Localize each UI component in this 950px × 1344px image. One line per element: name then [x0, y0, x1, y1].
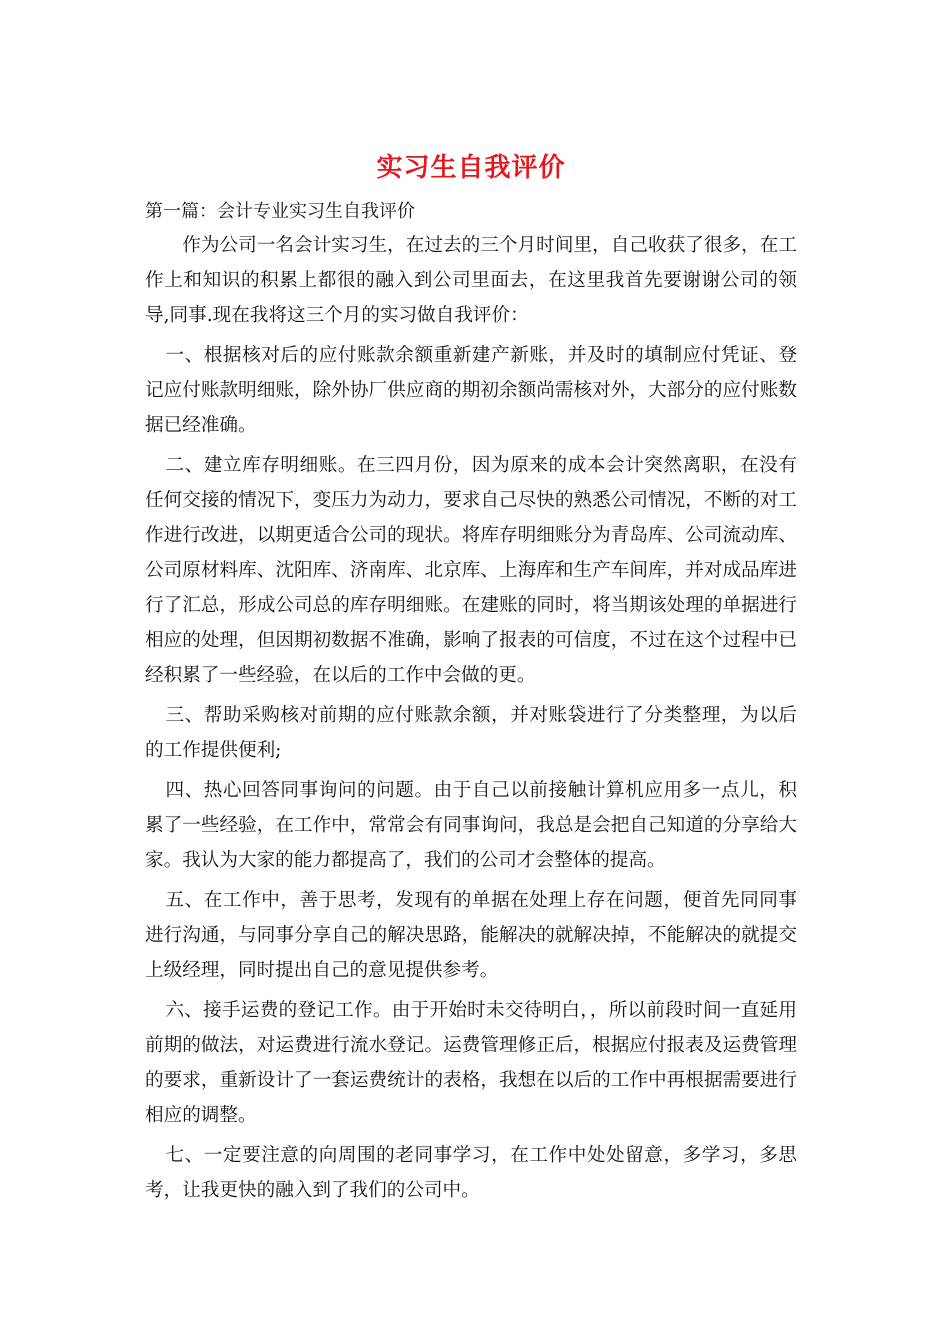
- section-heading: 第一篇：会计专业实习生自我评价: [145, 201, 415, 222]
- paragraph-item-6: 六、接手运费的登记工作。由于开始时未交待明白，，所以前段时间一直延用前期的做法，对运费进行流水登记。运费管理修正后，根据应付报表及运费管理的要求，重新设计了一套运费统计的表格，我想在以后的工作中再根据需要进行相应的调整。: [145, 1000, 797, 1126]
- paragraph-item-2: 二、建立库存明细账。在三四月份，因为原来的成本会计突然离职，在没有任何交接的情况下，变压力为动力，要求自己尽快的熟悉公司情况，不断的对工作进行改进，以期更适合公司的现状。将库存明细账分为青岛库、公司流动库、公司原材料库、沈阳库、济南库、北京库、上海库和生产车间库，并对成品库进行了汇总，形成公司总的库存明细账。在建账的同时，将当期该处理的单据进行相应的处理，但因期初数据不准确，影响了报表的可信度，不过在这个过程中已经积累了一些经验，在以后的工作中会做的更。: [145, 455, 797, 686]
- paragraph-item-1: 一、根据核对后的应付账款余额重新建产新账，并及时的填制应付凭证、登记应付账款明细账，除外协厂供应商的期初余额尚需核对外，大部分的应付账数据已经准确。: [145, 345, 797, 436]
- paragraph-intro: 作为公司一名会计实习生，在过去的三个月时间里，自己收获了很多，在工作上和知识的积累上都很的融入到公司里面去，在这里我首先要谢谢公司的领导,同事.现在我将这三个月的实习做自我评价：: [145, 235, 797, 326]
- document-title: 实习生自我评价: [376, 153, 566, 183]
- paragraph-item-4: 四、热心回答同事询问的问题。由于自己以前接触计算机应用多一点儿，积累了一些经验，在工作中，常常会有同事询问，我总是会把自己知道的分享给大家。我认为大家的能力都提高了，我们的公司才会整体的提高。: [145, 780, 797, 871]
- paragraph-item-7: 七、一定要注意的向周围的老同事学习，在工作中处处留意，多学习，多思考，让我更快的融入到了我们的公司中。: [145, 1145, 797, 1201]
- paragraph-item-3: 三、帮助采购核对前期的应付账款余额，并对账袋进行了分类整理，为以后的工作提供便利;: [145, 705, 797, 761]
- paragraph-item-5: 五、在工作中，善于思考，发现有的单据在处理上存在问题，便首先同同事进行沟通，与同事分享自己的解决思路，能解决的就解决掉，不能解决的就提交上级经理，同时提出自己的意见提供参考。: [145, 890, 797, 981]
